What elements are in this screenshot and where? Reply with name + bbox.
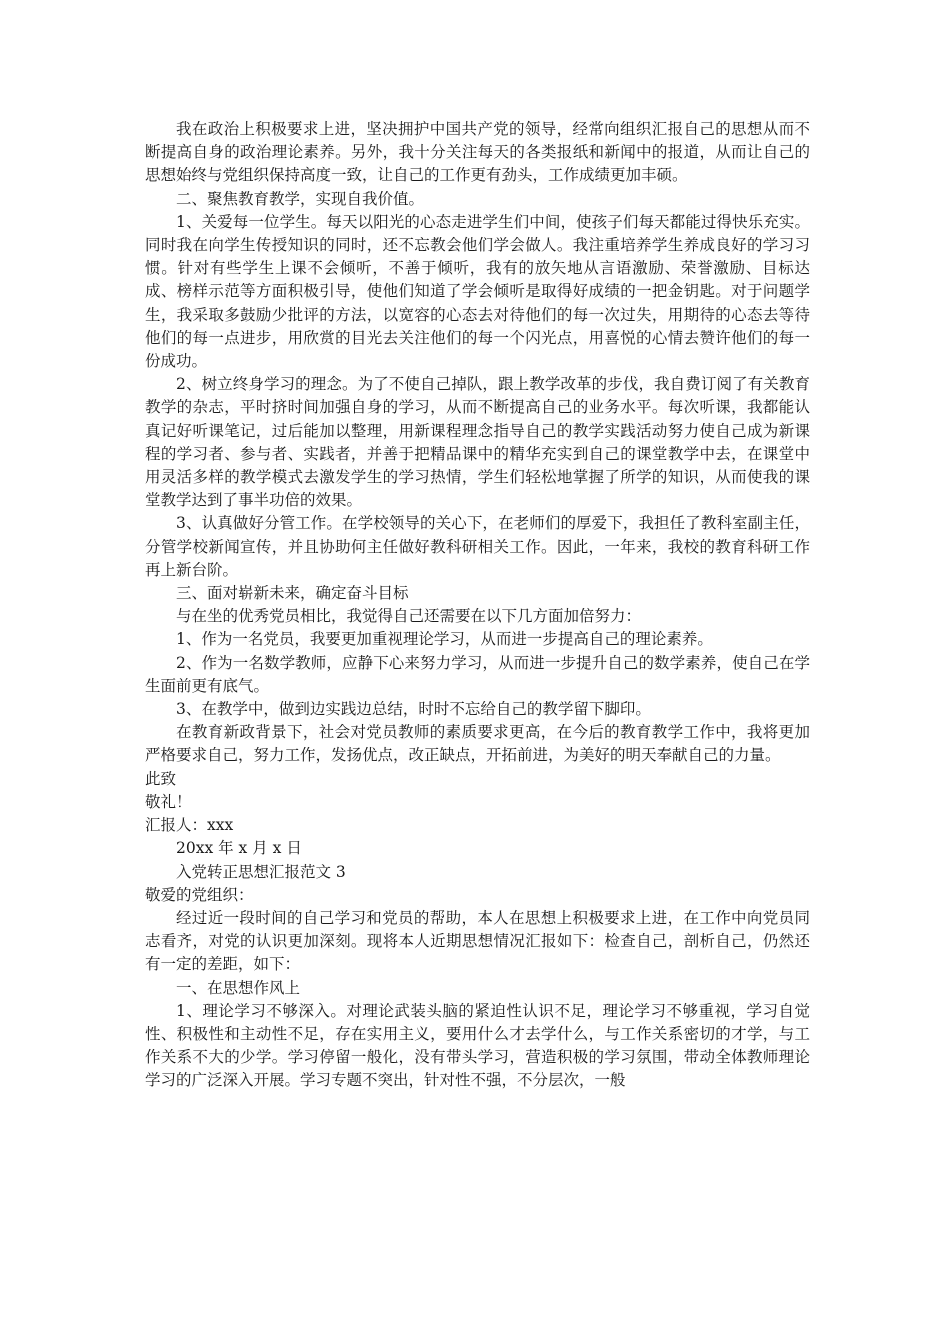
next-document-title: 入党转正思想汇报范文 3: [176, 862, 346, 881]
document-body: [145, 118, 810, 1093]
list-item: 3、在教学中，做到边实践边总结，时时不忘给自己的教学留下脚印。: [176, 700, 651, 719]
greeting-line: 敬爱的党组织：: [145, 885, 254, 904]
list-item: 2、作为一名数学教师，应静下心来努力学习，从而进一步提升自己的数学素养，使自己在学生面前更有底气。: [145, 653, 810, 695]
list-item: 1、作为一名党员，我要更加重视理论学习，从而进一步提高自己的理论素养。: [176, 630, 713, 649]
section-heading: 一、在思想作风上: [176, 978, 301, 997]
salute-line: 敬礼！: [145, 792, 192, 811]
paragraph: 2、树立终身学习的理念。为了不使自己掉队，跟上教学改革的步伐，我自费订阅了有关教育教学的杂志，平时挤时间加强自身的学习，从而不断提高自己的业务水平。每次听课，我都能认真记好听课笔记，过后能加以整理，用新课程理念指导自己的教学实践活动努力使自己成为新课程的学习者、参与者、实践者，并善于把精品课中的精华充实到自己的课堂教学中去，在课堂中用灵活多样的教学模式去激发学生的学习热情，学生们轻松地掌握了所学的知识，从而使我的课堂教学达到了事半功倍的效果。: [145, 375, 810, 510]
paragraph: 1、理论学习不够深入。对理论武装头脑的紧迫性认识不足，理论学习不够重视，学习自觉性、积极性和主动性不足，存在实用主义，要用什么才去学什么，与工作关系密切的才学，与工作关系不大的少学。学习停留一般化，没有带头学习，营造积极的学习氛围，带动全体教师理论学习的广泛深入开展。学习专题不突出，针对性不强，不分层次，一般: [145, 1001, 810, 1090]
date-line: 20xx 年 x 月 x 日: [176, 839, 302, 858]
closing-line: 此致: [145, 769, 177, 788]
paragraph: 我在政治上积极要求上进，坚决拥护中国共产党的领导，经常向组织汇报自己的思想从而不断提高自身的政治理论素养。另外，我十分关注每天的各类报纸和新闻中的报道，从而让自己的思想始终与党组织保持高度一致，让自己的工作更有劲头，工作成绩更加丰硕。: [145, 120, 810, 185]
paragraph: 3、认真做好分管工作。在学校领导的关心下，在老师们的厚爱下，我担任了教科室副主任，分管学校新闻宣传，并且协助何主任做好教科研相关工作。因此，一年来，我校的教育科研工作再上新台阶。: [145, 514, 810, 579]
reporter-line: 汇报人：xxx: [145, 816, 234, 835]
section-heading: 二、聚焦教育教学，实现自我价值。: [176, 189, 425, 208]
paragraph: 与在坐的优秀党员相比，我觉得自己还需要在以下几方面加倍努力：: [176, 607, 642, 626]
section-heading: 三、面对崭新未来，确定奋斗目标: [176, 584, 409, 603]
paragraph: 1、关爱每一位学生。每天以阳光的心态走进学生们中间，使孩子们每天都能过得快乐充实。同时我在向学生传授知识的同时，还不忘教会他们学会做人。我注重培养学生养成良好的学习习惯。针对有些学生上课不会倾听，不善于倾听，我有的放矢地从言语激励、荣誉激励、目标达成、榜样示范等方面积极引导，使他们知道了学会倾听是取得好成绩的一把金钥匙。对于问题学生，我采取多鼓励少批评的方法，以宽容的心态去对待他们的每一次过失，用期待的心态去等待他们的每一点进步，用欣赏的目光去关注他们的每一个闪光点，用喜悦的心情去赞许他们的每一份成功。: [145, 212, 810, 371]
paragraph: 经过近一段时间的自己学习和党员的帮助，本人在思想上积极要求上进，在工作中向党员同志看齐，对党的认识更加深刻。现将本人近期思想情况汇报如下：检查自己，剖析自己，仍然还有一定的差距，如下：: [145, 908, 810, 974]
paragraph: 在教育新政背景下，社会对党员教师的素质要求更高，在今后的教育教学工作中，我将更加严格要求自己，努力工作，发扬优点，改正缺点，开拓前进，为美好的明天奉献自己的力量。: [145, 723, 810, 765]
